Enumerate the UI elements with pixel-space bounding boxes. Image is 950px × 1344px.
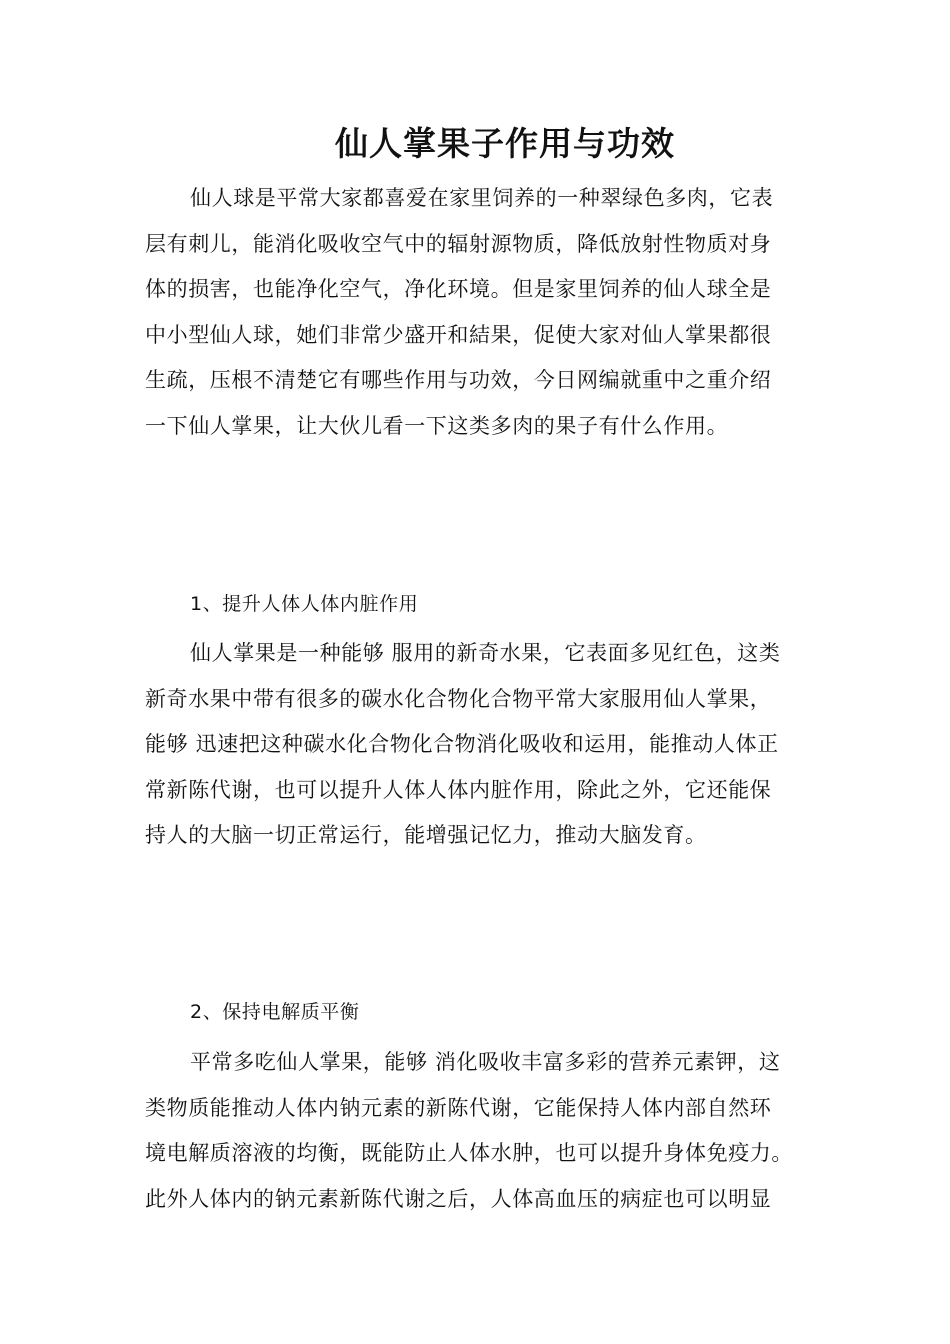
paragraph-line: 能够 迅速把这种碳水化合物化合物消化吸收和运用，能推动人体正 xyxy=(145,732,779,756)
paragraph-line: 体的损害，也能净化空气，净化环境。但是家里饲养的仙人球全是 xyxy=(145,277,772,301)
paragraph-line: 平常多吃仙人掌果，能够 消化吸收丰富多彩的营养元素钾，这 xyxy=(190,1050,781,1074)
paragraph-line: 此外人体内的钠元素新陈代谢之后，人体高血压的病症也可以明显 xyxy=(145,1186,772,1211)
paragraph-line: 生疏，压根不清楚它有哪些作用与功效，今日网编就重中之重介绍 xyxy=(145,368,772,392)
paragraph-line: 持人的大脑一切正常运行，能增强记忆力，推动大脑发育。 xyxy=(145,823,707,847)
paragraph-line: 中小型仙人球，她们非常少盛开和結果，促使大家对仙人掌果都很 xyxy=(145,322,772,347)
paragraph-line: 仙人掌果是一种能够 服用的新奇水果，它表面多见红色，这类 xyxy=(190,641,781,665)
paragraph-line: 仙人球是平常大家都喜爱在家里饲养的一种翠绿色多肉，它表 xyxy=(190,186,774,210)
section-1 xyxy=(145,582,820,628)
section-heading: 1、提升人体人体内脏作用 xyxy=(190,593,419,615)
paragraph-line: 新奇水果中带有很多的碳水化合物化合物平常大家服用仙人掌果， xyxy=(145,686,772,711)
section-2 xyxy=(145,990,820,1036)
section-heading: 2、保持电解质平衡 xyxy=(190,1001,360,1023)
paragraph-line: 层有刺儿，能消化吸收空气中的辐射源物质，降低放射性物质对身 xyxy=(145,231,772,256)
section-2-paragraph xyxy=(145,1040,820,1222)
section-1-paragraph xyxy=(145,631,820,859)
paragraph-line: 类物质能推动人体内钠元素的新陈代谢，它能保持人体内部自然环 xyxy=(145,1095,772,1120)
paragraph-line: 一下仙人掌果，让大伙儿看一下这类多肉的果子有什么作用。 xyxy=(145,413,729,438)
paragraph-line: 境电解质溶液的均衡，既能防止人体水肿，也可以提升身体免疫力。 xyxy=(145,1141,793,1165)
page-title: 仙人掌果子作用与功效 xyxy=(335,124,675,163)
paragraph-line: 常新陈代谢，也可以提升人体人体内脏作用，除此之外，它还能保 xyxy=(145,777,772,802)
intro-paragraph xyxy=(145,176,820,449)
